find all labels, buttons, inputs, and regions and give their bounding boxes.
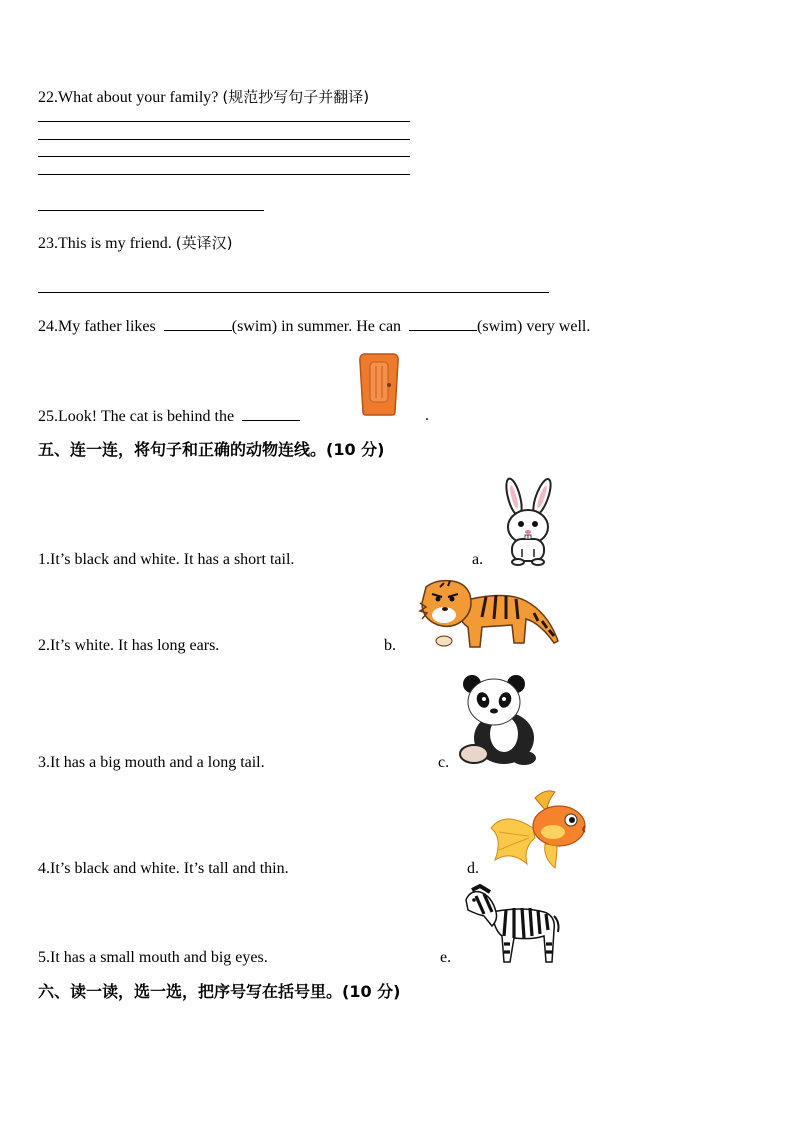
question-23 xyxy=(38,233,232,254)
question-24-hint1: (swim) in summer. He can xyxy=(231,318,402,335)
answer-line-22-1[interactable] xyxy=(38,121,410,122)
question-24-part1: 24.My father likes xyxy=(38,318,156,335)
answer-line-22-4[interactable] xyxy=(38,174,410,175)
matching-letter-a: a. xyxy=(472,551,484,568)
matching-letter-c: c. xyxy=(438,754,450,771)
section-5-title: 五、连一连，将句子和正确的动物连线。(10 分) xyxy=(38,440,385,459)
question-25 xyxy=(38,406,300,427)
matching-letter-e: e. xyxy=(440,949,452,966)
blank-24-1[interactable] xyxy=(164,316,232,331)
question-22 xyxy=(38,87,369,108)
panda-icon xyxy=(458,666,544,766)
blank-24-2[interactable] xyxy=(409,316,477,331)
rabbit-icon xyxy=(492,477,564,567)
question-25-text: 25.Look! The cat is behind the xyxy=(38,408,235,425)
answer-line-23[interactable] xyxy=(38,292,549,293)
tiger-icon xyxy=(416,577,562,651)
matching-sentence-3: 3.It has a big mouth and a long tail. xyxy=(38,754,265,771)
question-25-period: . xyxy=(425,407,429,424)
question-22-instruction: (规范抄写句子并翻译) xyxy=(222,88,370,106)
question-23-text: 23.This is my friend. xyxy=(38,235,172,252)
question-24 xyxy=(38,316,590,337)
answer-line-22-5[interactable] xyxy=(38,210,264,211)
matching-sentence-4: 4.It’s black and white. It’s tall and thin. xyxy=(38,860,289,877)
answer-line-22-3[interactable] xyxy=(38,156,410,157)
matching-sentence-2: 2.It’s white. It has long ears. xyxy=(38,637,220,654)
matching-letter-d: d. xyxy=(467,860,479,877)
section-6-title: 六、读一读，选一选，把序号写在括号里。(10 分) xyxy=(38,982,401,1001)
door-icon xyxy=(357,352,401,416)
blank-25[interactable] xyxy=(242,406,300,421)
zebra-icon xyxy=(462,886,562,966)
matching-sentence-1: 1.It’s black and white. It has a short tail. xyxy=(38,551,295,568)
question-24-hint2: (swim) very well. xyxy=(477,318,591,335)
matching-sentence-5: 5.It has a small mouth and big eyes. xyxy=(38,949,268,966)
question-22-text: 22.What about your family? xyxy=(38,89,219,106)
goldfish-icon xyxy=(485,788,591,874)
question-23-instruction: (英译汉) xyxy=(175,234,233,252)
answer-line-22-2[interactable] xyxy=(38,139,410,140)
matching-letter-b: b. xyxy=(384,637,396,654)
